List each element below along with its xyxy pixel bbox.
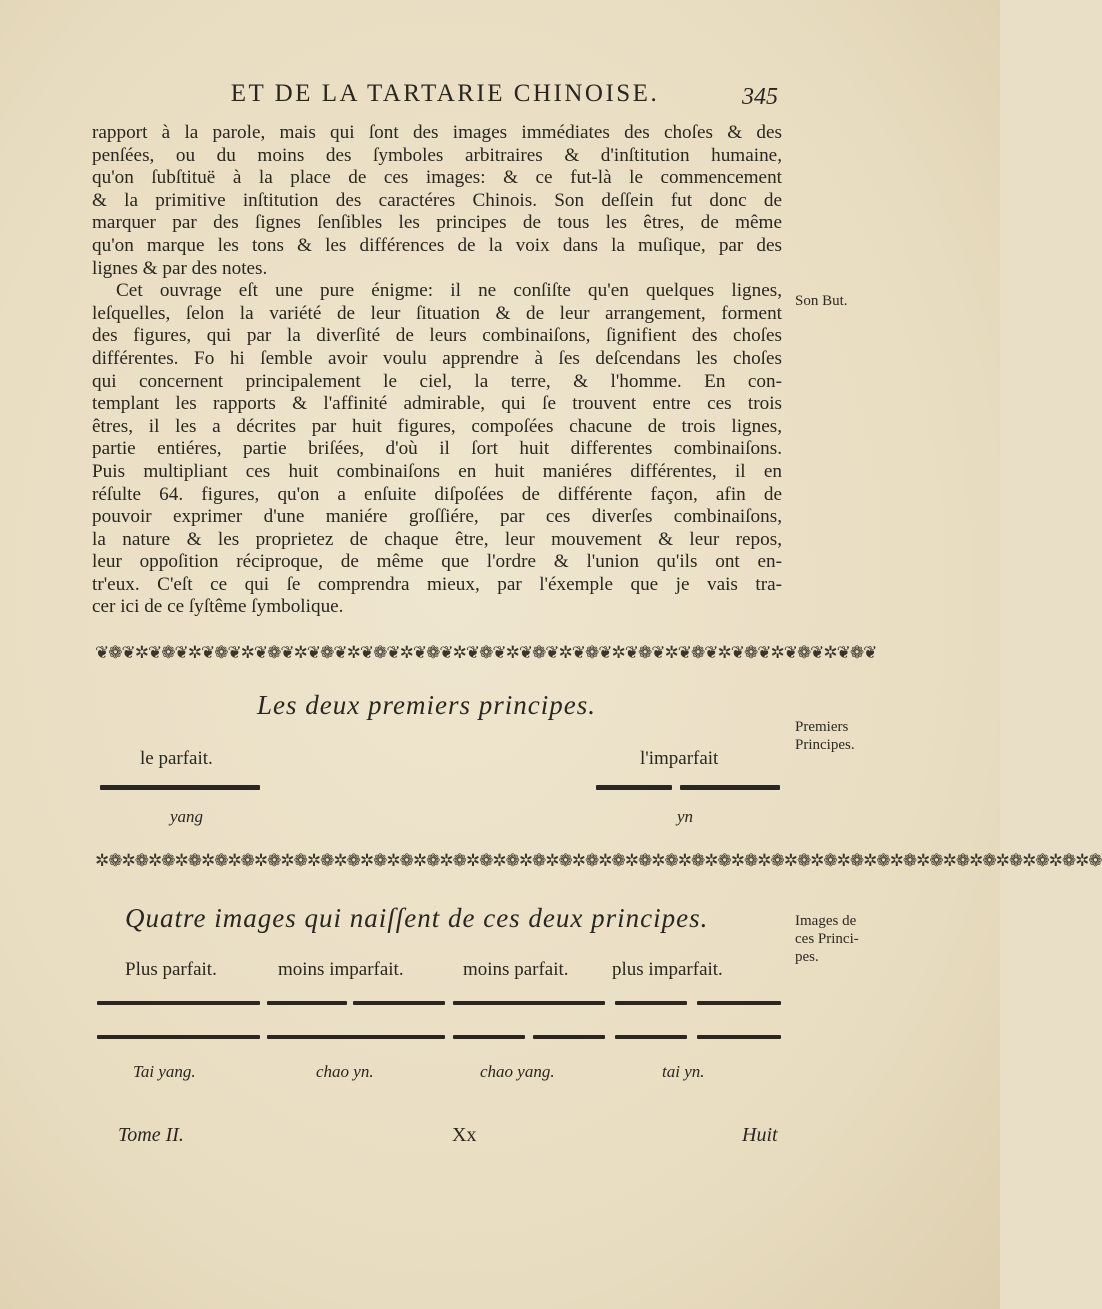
- margin-line: Principes.: [795, 737, 855, 753]
- chao-yn-line-2: [267, 1035, 445, 1039]
- text-line: qu'on marque les tons & les différences de la voix dans la muſique, par des: [92, 234, 782, 256]
- text-line: & la primitive inſtitution des caractéres Chinois. Son deſſein fut donc de: [92, 189, 782, 211]
- text-line: partie entiéres, partie briſées, d'où il ſort huit differentes combinaiſons.: [92, 438, 782, 460]
- tai-yn-line-1a: [615, 1001, 687, 1005]
- margin-note-son-but: Son But.: [795, 293, 848, 309]
- text-line: qu'on ſubſtituë à la place de ces images: & ce fut-là le commencement: [92, 167, 782, 189]
- section-title-quatre-images: Quatre images qui naiſſent de ces deux principes.: [125, 903, 709, 933]
- text-line: cer ici de ce ſyſtême ſymbolique.: [92, 596, 344, 618]
- text-line: rapport à la parole, mais qui ſont des images immédiates des choſes & des: [92, 122, 782, 143]
- text-line: la nature & les proprietez de chaque être, leur mouvement & leur repos,: [92, 528, 782, 550]
- section-title-principes: Les deux premiers principes.: [257, 690, 596, 720]
- margin-line: ces Princi-: [795, 931, 859, 947]
- chao-yang-line-2a: [453, 1035, 525, 1039]
- footer-volume: Tome II.: [118, 1124, 184, 1146]
- margin-line: Premiers: [795, 719, 849, 735]
- margin-line: pes.: [795, 949, 819, 965]
- label-plus-parfait: Plus parfait.: [125, 959, 217, 980]
- name-yang: yang: [170, 807, 204, 826]
- label-moins-imparfait: moins imparfait.: [278, 959, 404, 980]
- margin-note-images: [795, 912, 859, 966]
- text-line: penſées, ou du moins des ſymboles arbitraires & d'inſtitution humaine,: [92, 144, 782, 166]
- name-yn: yn: [677, 807, 694, 826]
- yang-solid-line: [100, 785, 260, 790]
- text-line: tr'eux. C'eſt ce qui ſe comprendra mieux, par l'éxemple que je vais tra-: [92, 573, 782, 595]
- text-line: qui concernent principalement le ciel, la terre, & l'homme. En con-: [92, 370, 782, 392]
- text-line: Puis multipliant ces huit combinaiſons en huit maniéres différentes, il en: [92, 460, 782, 482]
- ornament-band-top: ❦❁❦✲❦❁❦✲❦❁❦✲❦❁❦✲❦❁❦✲❦❁❦✲❦❁❦✲❦❁❦✲❦❁❦✲❦❁❦✲❦❁❦✲❦❁❦✲❦❁❦✲❦❁❦✲❦❁❦: [95, 643, 877, 662]
- tai-yang-line-2: [97, 1035, 260, 1039]
- text-line: réſulte 64. figures, qu'on a enſuite diſpoſées de différente façon, afin de: [92, 483, 782, 505]
- running-title: ET DE LA TARTARIE CHINOISE.: [230, 80, 660, 107]
- text-line: leur oppoſition réciproque, de même que l'ordre & l'union qu'ils ont en-: [92, 551, 782, 573]
- name-tai-yang: Tai yang.: [133, 1062, 196, 1081]
- tai-yn-line-1b: [697, 1001, 781, 1005]
- chao-yang-line-1: [453, 1001, 605, 1005]
- footer-catchword: Huit: [742, 1124, 778, 1146]
- yin-broken-line-left: [596, 785, 672, 790]
- tai-yang-line-1: [97, 1001, 260, 1005]
- name-tai-yn: tai yn.: [662, 1062, 705, 1081]
- text-line: leſquelles, ſelon la variété de leur ſituation & de leur arrangement, forment: [92, 302, 782, 324]
- label-parfait: le parfait.: [140, 748, 213, 769]
- yin-broken-line-right: [680, 785, 780, 790]
- text-line: différentes. Fo hi ſemble avoir voulu apprendre à ſes deſcendans les choſes: [92, 347, 782, 369]
- margin-line: Images de: [795, 913, 857, 929]
- name-chao-yn: chao yn.: [316, 1062, 374, 1081]
- text-line: templant les rapports & l'affinité admirable, qui ſe trouvent entre ces trois: [92, 393, 782, 415]
- text-line: lignes & par des notes.: [92, 257, 268, 279]
- text-line: pouvoir exprimer d'une maniére groſſiére, par ces diverſes combinaiſons,: [92, 506, 782, 528]
- name-chao-yang: chao yang.: [480, 1062, 555, 1081]
- chao-yang-line-2b: [533, 1035, 605, 1039]
- text-line: êtres, il les a décrites par huit figures, compoſées chacune de trois lignes,: [92, 415, 782, 437]
- label-moins-parfait: moins parfait.: [463, 959, 569, 980]
- text-line: des figures, qui par la diverſité de leurs combinaiſons, ſignifient des choſes: [92, 325, 782, 347]
- label-imparfait: l'imparfait: [640, 748, 719, 769]
- chao-yn-line-1b: [353, 1001, 445, 1005]
- tai-yn-line-2a: [615, 1035, 687, 1039]
- ornament-band-middle: ✲❁✲❁✲❁✲❁✲❁✲❁✲❁✲❁✲❁✲❁✲❁✲❁✲❁✲❁✲❁✲❁✲❁✲❁✲❁✲❁✲❁✲❁✲❁✲❁✲❁✲❁✲❁✲❁✲❁✲❁✲❁✲❁✲❁✲❁✲❁✲❁✲❁✲❁: [95, 851, 1102, 870]
- chao-yn-line-1a: [267, 1001, 347, 1005]
- text-line: Cet ouvrage eſt une pure énigme: il ne conſiſte qu'en quelques lignes,: [116, 280, 782, 302]
- margin-note-premiers: [795, 718, 855, 754]
- footer-signature: Xx: [452, 1124, 477, 1146]
- label-plus-imparfait: plus imparfait.: [612, 959, 723, 980]
- tai-yn-line-2b: [697, 1035, 781, 1039]
- body-text: [92, 122, 782, 619]
- page-number: 345: [742, 84, 778, 110]
- text-line: marquer par des ſignes ſenſibles les principes de tous les êtres, de même: [92, 212, 782, 234]
